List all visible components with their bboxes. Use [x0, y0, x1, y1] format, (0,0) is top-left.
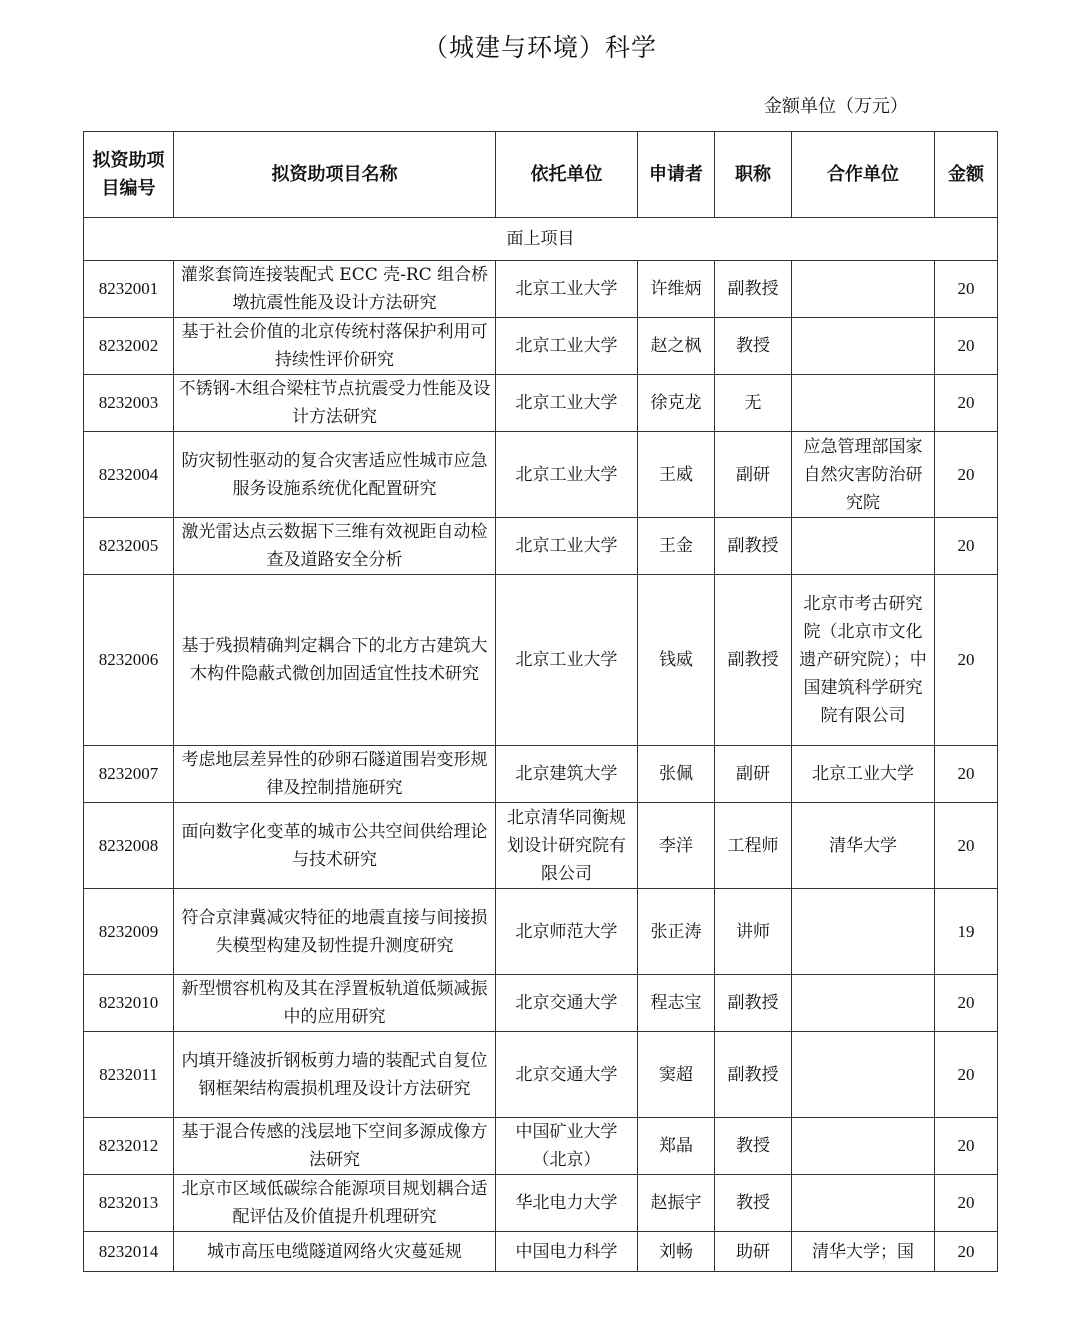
cell-partner [792, 1118, 935, 1175]
header-unit: 依托单位 [496, 132, 638, 218]
cell-id: 8232003 [84, 375, 174, 432]
cell-name: 考虑地层差异性的砂卵石隧道围岩变形规律及控制措施研究 [174, 746, 496, 803]
cell-title: 教授 [715, 1175, 792, 1232]
cell-unit: 中国电力科学 [496, 1232, 638, 1272]
cell-partner [792, 261, 935, 318]
cell-unit: 中国矿业大学（北京） [496, 1118, 638, 1175]
cell-applicant: 许维炳 [638, 261, 715, 318]
cell-amount: 20 [935, 575, 998, 746]
cell-partner [792, 318, 935, 375]
cell-amount: 20 [935, 518, 998, 575]
cell-amount: 20 [935, 975, 998, 1032]
cell-title: 副研 [715, 746, 792, 803]
cell-name: 不锈钢-木组合梁柱节点抗震受力性能及设计方法研究 [174, 375, 496, 432]
cell-amount: 20 [935, 318, 998, 375]
cell-title: 副研 [715, 432, 792, 518]
cell-partner [792, 375, 935, 432]
cell-applicant: 李洋 [638, 803, 715, 889]
cell-id: 8232011 [84, 1032, 174, 1118]
table-row [84, 518, 998, 575]
cell-name: 激光雷达点云数据下三维有效视距自动检查及道路安全分析 [174, 518, 496, 575]
cell-name: 新型惯容机构及其在浮置板轨道低频减振中的应用研究 [174, 975, 496, 1032]
cell-applicant: 徐克龙 [638, 375, 715, 432]
cell-unit: 北京工业大学 [496, 432, 638, 518]
table-row [84, 746, 998, 803]
cell-id: 8232014 [84, 1232, 174, 1272]
cell-name: 基于社会价值的北京传统村落保护利用可持续性评价研究 [174, 318, 496, 375]
table-row [84, 975, 998, 1032]
cell-amount: 19 [935, 889, 998, 975]
cell-title: 副教授 [715, 518, 792, 575]
cell-id: 8232001 [84, 261, 174, 318]
cell-title: 讲师 [715, 889, 792, 975]
cell-id: 8232006 [84, 575, 174, 746]
table-row [84, 1232, 998, 1272]
cell-amount: 20 [935, 432, 998, 518]
cell-amount: 20 [935, 1232, 998, 1272]
cell-partner: 清华大学 [792, 803, 935, 889]
cell-partner: 应急管理部国家自然灾害防治研究院 [792, 432, 935, 518]
page-title: （城建与环境）科学 [422, 33, 657, 62]
cell-applicant: 张正涛 [638, 889, 715, 975]
table-row [84, 889, 998, 975]
table-row [84, 318, 998, 375]
cell-applicant: 张佩 [638, 746, 715, 803]
cell-name: 城市高压电缆隧道网络火灾蔓延规 [174, 1232, 496, 1272]
cell-id: 8232012 [84, 1118, 174, 1175]
cell-applicant: 刘畅 [638, 1232, 715, 1272]
cell-name: 基于混合传感的浅层地下空间多源成像方法研究 [174, 1118, 496, 1175]
cell-applicant: 赵之枫 [638, 318, 715, 375]
cell-amount: 20 [935, 746, 998, 803]
cell-unit: 北京清华同衡规划设计研究院有限公司 [496, 803, 638, 889]
cell-name: 面向数字化变革的城市公共空间供给理论与技术研究 [174, 803, 496, 889]
cell-unit: 北京工业大学 [496, 518, 638, 575]
cell-partner: 北京工业大学 [792, 746, 935, 803]
cell-name: 内填开缝波折钢板剪力墙的装配式自复位钢框架结构震损机理及设计方法研究 [174, 1032, 496, 1118]
funding-table [83, 131, 998, 1272]
cell-name: 基于残损精确判定耦合下的北方古建筑大木构件隐蔽式微创加固适宜性技术研究 [174, 575, 496, 746]
table-row [84, 803, 998, 889]
cell-id: 8232010 [84, 975, 174, 1032]
table-row [84, 261, 998, 318]
cell-id: 8232005 [84, 518, 174, 575]
cell-partner [792, 975, 935, 1032]
cell-applicant: 程志宝 [638, 975, 715, 1032]
table-row [84, 1175, 998, 1232]
cell-title: 副教授 [715, 1032, 792, 1118]
cell-title: 教授 [715, 1118, 792, 1175]
cell-partner [792, 1175, 935, 1232]
cell-name: 灌浆套筒连接装配式 ECC 壳-RC 组合桥墩抗震性能及设计方法研究 [174, 261, 496, 318]
cell-unit: 北京工业大学 [496, 375, 638, 432]
table-row [84, 1032, 998, 1118]
cell-title: 教授 [715, 318, 792, 375]
cell-unit: 北京工业大学 [496, 318, 638, 375]
cell-partner: 清华大学；国 [792, 1232, 935, 1272]
section-label: 面上项目 [84, 218, 998, 261]
cell-title: 助研 [715, 1232, 792, 1272]
cell-title: 副教授 [715, 575, 792, 746]
cell-amount: 20 [935, 1032, 998, 1118]
cell-amount: 20 [935, 261, 998, 318]
header-id: 拟资助项目编号 [84, 132, 174, 218]
header-applicant: 申请者 [638, 132, 715, 218]
cell-title: 副教授 [715, 975, 792, 1032]
cell-id: 8232013 [84, 1175, 174, 1232]
header-title: 职称 [715, 132, 792, 218]
cell-unit: 北京交通大学 [496, 975, 638, 1032]
cell-partner: 北京市考古研究院（北京市文化遗产研究院）；中国建筑科学研究院有限公司 [792, 575, 935, 746]
cell-title: 工程师 [715, 803, 792, 889]
cell-amount: 20 [935, 1175, 998, 1232]
cell-applicant: 赵振宇 [638, 1175, 715, 1232]
table-row [84, 432, 998, 518]
cell-amount: 20 [935, 1118, 998, 1175]
cell-applicant: 钱威 [638, 575, 715, 746]
cell-applicant: 窦超 [638, 1032, 715, 1118]
cell-name: 符合京津冀减灾特征的地震直接与间接损失模型构建及韧性提升测度研究 [174, 889, 496, 975]
cell-id: 8232002 [84, 318, 174, 375]
cell-unit: 北京交通大学 [496, 1032, 638, 1118]
cell-amount: 20 [935, 803, 998, 889]
cell-unit: 北京师范大学 [496, 889, 638, 975]
cell-partner [792, 889, 935, 975]
cell-name: 防灾韧性驱动的复合灾害适应性城市应急服务设施系统优化配置研究 [174, 432, 496, 518]
cell-applicant: 王金 [638, 518, 715, 575]
cell-unit: 北京工业大学 [496, 575, 638, 746]
cell-partner [792, 518, 935, 575]
cell-amount: 20 [935, 375, 998, 432]
cell-unit: 北京工业大学 [496, 261, 638, 318]
header-partner: 合作单位 [792, 132, 935, 218]
header-amount: 金额 [935, 132, 998, 218]
header-name: 拟资助项目名称 [174, 132, 496, 218]
section-row [84, 218, 998, 261]
cell-id: 8232004 [84, 432, 174, 518]
cell-unit: 北京建筑大学 [496, 746, 638, 803]
cell-id: 8232009 [84, 889, 174, 975]
cell-id: 8232007 [84, 746, 174, 803]
cell-name: 北京市区域低碳综合能源项目规划耦合适配评估及价值提升机理研究 [174, 1175, 496, 1232]
cell-unit: 华北电力大学 [496, 1175, 638, 1232]
cell-title: 副教授 [715, 261, 792, 318]
cell-id: 8232008 [84, 803, 174, 889]
amount-unit-note: 金额单位（万元） [764, 96, 908, 117]
cell-applicant: 王威 [638, 432, 715, 518]
cell-partner [792, 1032, 935, 1118]
table-row [84, 1118, 998, 1175]
table-header-row [84, 132, 998, 218]
table-row [84, 575, 998, 746]
cell-applicant: 郑晶 [638, 1118, 715, 1175]
cell-title: 无 [715, 375, 792, 432]
table-row [84, 375, 998, 432]
